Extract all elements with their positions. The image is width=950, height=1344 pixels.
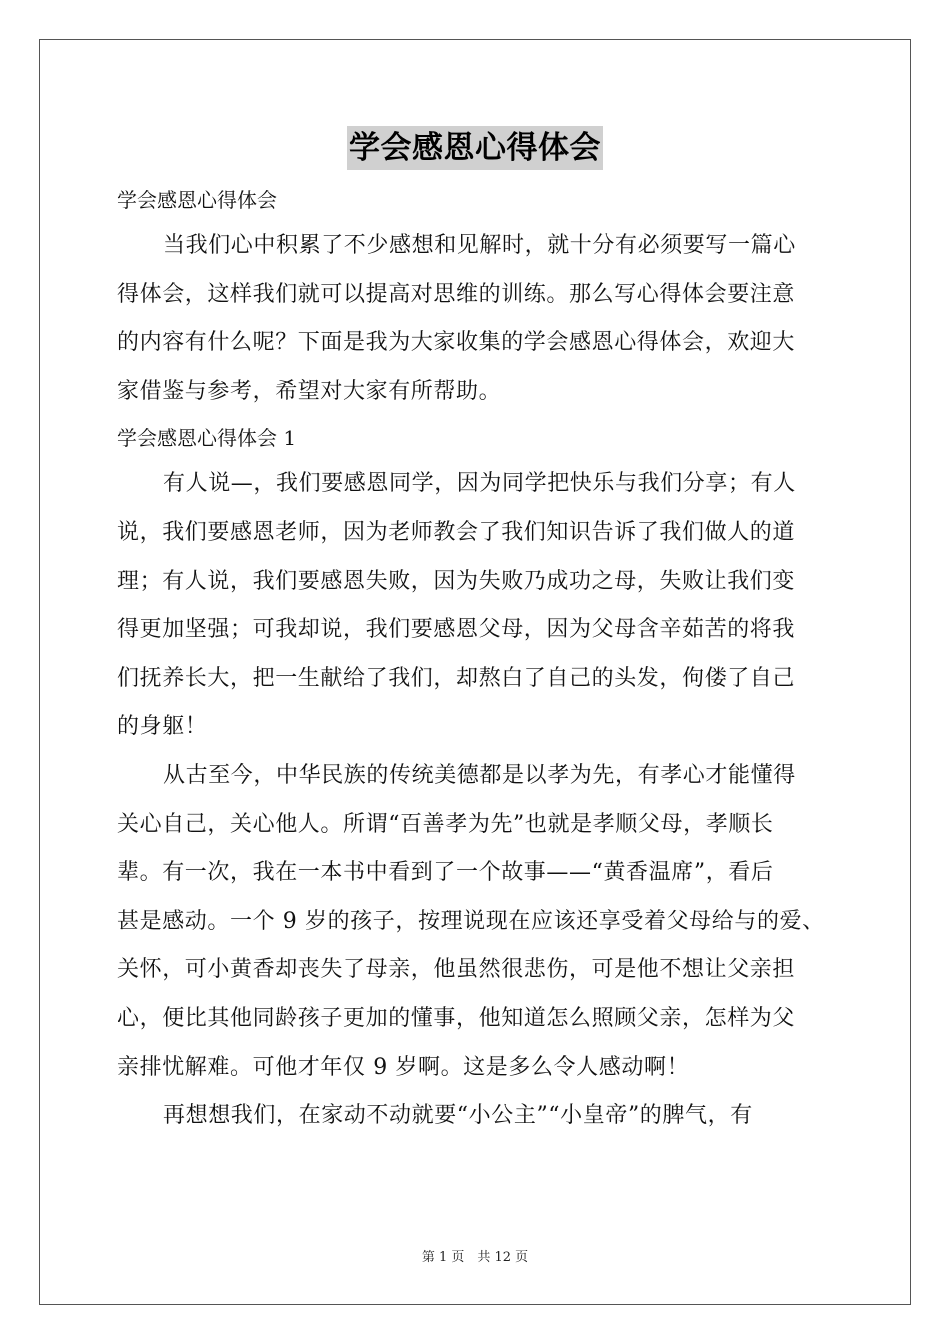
intro-paragraph [117,222,852,416]
paragraph-line: 的身躯！ [117,714,208,740]
paragraph-line: 关怀，可小黄香却丧失了母亲，他虽然很悲伤，可是他不想让父亲担 [117,957,796,983]
document-title: 学会感恩心得体会 [347,126,603,170]
paragraph-line: 当我们心中积累了不少感想和见解时，就十分有必须要写一篇心 [163,233,796,258]
paragraph-line: 理；有人说，我们要感恩失败，因为失败乃成功之母，失败让我们变 [117,568,796,594]
section-heading: 学会感恩心得体会 1 [117,426,297,451]
paragraph-line: 得更加坚强；可我却说，我们要感恩父母，因为父母含辛茹苦的将我 [117,617,796,643]
paragraph-line: 的内容有什么呢？下面是我为大家收集的学会感恩心得体会，欢迎大 [117,330,796,356]
paragraph-line: 家借鉴与参考，希望对大家有所帮助。 [117,378,502,404]
paragraph-line: 甚是感动。一个 9 岁的孩子，按理说现在应该还享受着父母给与的爱、 [117,908,825,934]
paragraph-line: 辈。有一次，我在一本书中看到了一个故事——“黄香温席”，看后 [117,860,774,886]
paragraph-line: 得体会，这样我们就可以提高对思维的训练。那么写心得体会要注意 [117,281,796,307]
title-container [0,126,950,170]
paragraph-line: 亲排忧解难。可他才年仅 9 岁啊。这是多么令人感动啊！ [117,1054,690,1080]
paragraph-2 [117,752,852,1092]
paragraph-line: 们抚养长大，把一生献给了我们，却熬白了自己的头发，佝偻了自己 [117,665,796,691]
paragraph-line: 关心自己，关心他人。所谓“百善孝为先”也就是孝顺父母，孝顺长 [117,811,774,837]
subtitle: 学会感恩心得体会 [117,188,277,212]
paragraph-1 [117,460,852,752]
paragraph-line: 从古至今，中华民族的传统美德都是以孝为先，有孝心才能懂得 [163,762,796,788]
paragraph-line: 再想想我们，在家动不动就要“小公主”“小皇帝”的脾气，有 [163,1103,753,1129]
paragraph-line: 说，我们要感恩老师，因为老师教会了我们知识告诉了我们做人的道 [117,519,796,545]
paragraph-line: 心，便比其他同龄孩子更加的懂事，他知道怎么照顾父亲，怎样为父 [117,1005,796,1031]
document-body [117,178,852,1141]
paragraph-line: 有人说—，我们要感恩同学，因为同学把快乐与我们分享；有人 [163,471,796,497]
page-footer: 第 1 页 共 12 页 [421,1250,529,1265]
paragraph-3 [117,1092,852,1141]
